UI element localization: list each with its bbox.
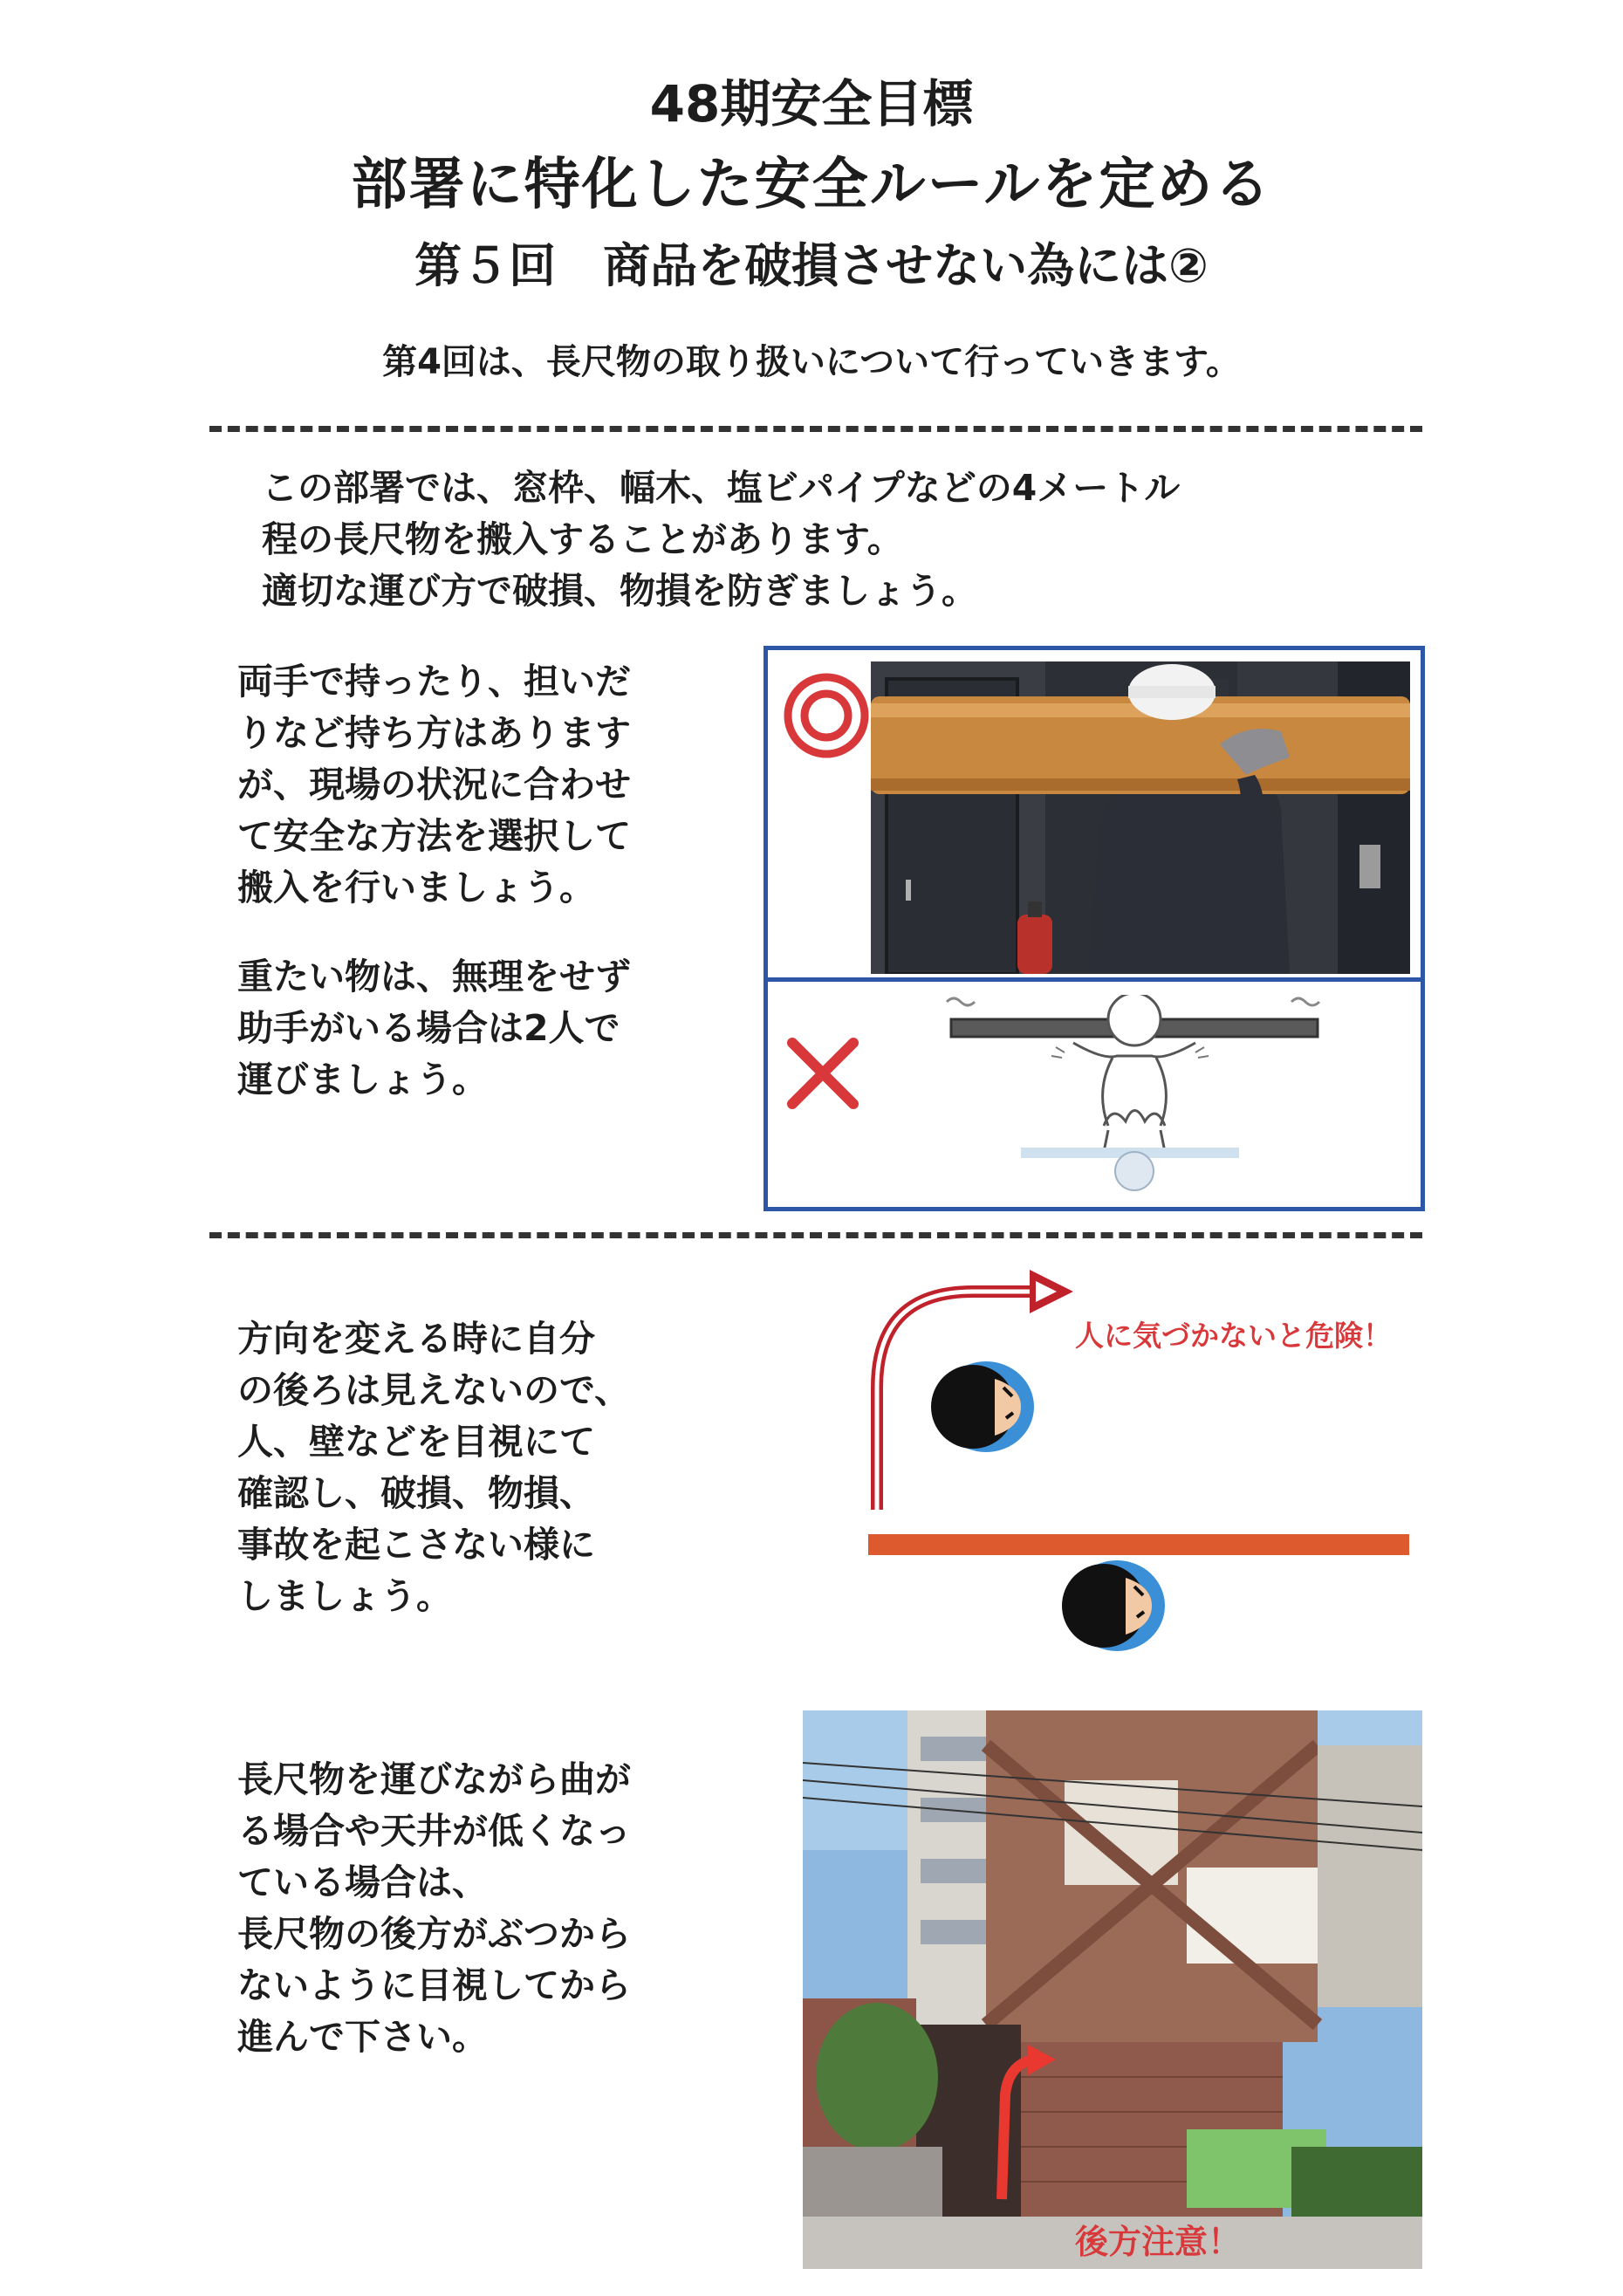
episode-title: 第５回 商品を破損させない為には② xyxy=(414,238,1209,293)
double-circle-icon xyxy=(778,668,874,764)
intro-line: この部署では、窓枠、幅木、塩ビパイプなどの4メートル xyxy=(262,467,1181,509)
episode-subtitle: 第4回は、長尺物の取り扱いについて行っていきます。 xyxy=(382,342,1241,382)
text-line: 進んで下さい。 xyxy=(237,2016,488,2058)
text-line: 搬入を行いましょう。 xyxy=(237,867,595,908)
rear-caution-label: 後方注意！ xyxy=(1075,2223,1242,2261)
text-line: 方向を変える時に自分 xyxy=(237,1318,595,1360)
intro-line: 程の長尺物を搬入することがあります。 xyxy=(262,518,903,560)
carry-method-text xyxy=(237,656,726,914)
worker-carrying-pipe-photo xyxy=(871,661,1410,974)
text-line: 事故を起こさない様に xyxy=(237,1524,595,1566)
text-line: 重たい物は、無理をせず xyxy=(237,956,631,997)
rule-title: 部署に特化した安全ルールを定める xyxy=(351,153,1272,217)
text-line: りなど持ち方はあります xyxy=(237,712,631,754)
text-line: の後ろは見えないので、 xyxy=(237,1369,631,1411)
text-line: が、現場の状況に合わせ xyxy=(237,764,631,805)
text-line: 運びましょう。 xyxy=(237,1059,488,1100)
struggling-figure-illustration xyxy=(942,995,1326,1204)
two-person-text xyxy=(237,951,726,1106)
text-line: 長尺物の後方がぶつから xyxy=(237,1913,631,1955)
panel-divider xyxy=(764,977,1425,982)
text-line: 人、壁などを目視にて xyxy=(237,1421,595,1463)
text-line: て安全な方法を選択して xyxy=(237,815,631,857)
dashed-divider-2 xyxy=(209,1232,1422,1238)
intro-line: 適切な運び方で破損、物損を防ぎましょう。 xyxy=(262,570,977,612)
text-line: ている場合は、 xyxy=(237,1861,488,1903)
text-line: 長尺物を運びながら曲が xyxy=(237,1758,631,1800)
warning-label: 人に気づかないと危険！ xyxy=(1075,1319,1392,1353)
text-line: 両手で持ったり、担いだ xyxy=(237,661,631,703)
text-line: ないように目視してから xyxy=(237,1964,631,2006)
cross-icon xyxy=(784,1034,862,1113)
goal-title: 48期安全目標 xyxy=(649,74,974,134)
text-line: 確認し、破損、物損、 xyxy=(237,1472,595,1514)
text-line: る場合や天井が低くなっ xyxy=(237,1810,631,1852)
rear-check-text xyxy=(237,1754,726,2063)
text-line: しましょう。 xyxy=(237,1575,452,1617)
intro-text xyxy=(262,463,1396,617)
dashed-divider-1 xyxy=(209,426,1422,432)
text-line: 助手がいる場合は2人で xyxy=(237,1007,620,1049)
building-entrance-photo xyxy=(803,1710,1422,2269)
person-topview-2 xyxy=(1062,1560,1165,1651)
person-topview-1 xyxy=(931,1361,1034,1452)
turning-text xyxy=(237,1313,726,1622)
